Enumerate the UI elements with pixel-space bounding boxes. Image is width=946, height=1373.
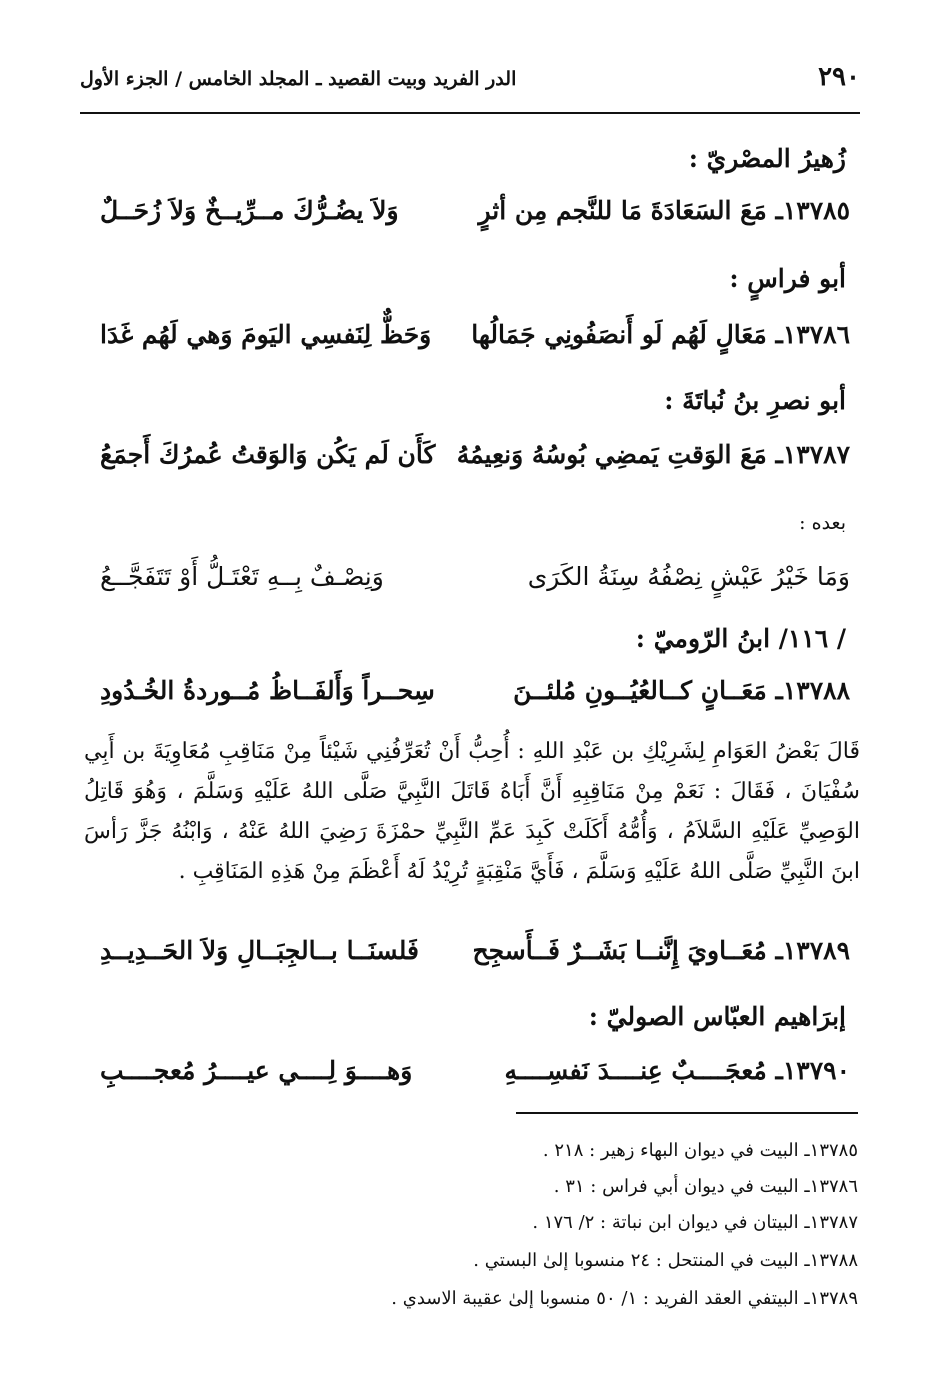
footnote: ١٣٧٨٥ـ البيت في ديوان البهاء زهير : ٢١٨ . bbox=[542, 1140, 858, 1161]
first-hemistich: ١٣٧٨٩ـ مُعَــاويَ إِنَّنــا بَشَــرٌ فَــأَسجِح bbox=[472, 936, 850, 965]
page-number: ٢٩٠ bbox=[818, 62, 860, 92]
second-hemistich: وَنِصْـفٌ بِــهِ تَعْتَـلُّ أَوْ تَتَفَجَّــعُ bbox=[100, 562, 384, 591]
verse-number: ١٣٧٨٥ bbox=[782, 196, 850, 225]
first-hemistich: ١٣٧٩٠ـ مُعجَــــبٌ عِنــــدَ نَفسِــــهِ bbox=[504, 1056, 850, 1085]
verse-13786 bbox=[100, 320, 850, 364]
second-hemistich: وَهــــوَ لِــــي عيــــرُ مُعجــــبِ bbox=[100, 1056, 413, 1085]
verse-13789 bbox=[100, 936, 850, 980]
second-hemistich: سِحــراً وَأَلفَــاظُ مُــوردةُ الخُـدُودِ bbox=[100, 676, 435, 705]
poet-name: زُهيرُ المصْريّ : bbox=[688, 144, 846, 173]
poet-name: إبرَاهيم العبّاس الصوليّ : bbox=[588, 1002, 846, 1031]
footnote: ١٣٧٨٦ـ البيت في ديوان أبي فراس : ٣١ . bbox=[553, 1176, 858, 1197]
second-hemistich: وَلاَ يضُـرُّكَ مــرِّيــخٌ وَلاَ زُحَــلٌ bbox=[100, 196, 399, 225]
verse-number: ١٣٧٩٠ bbox=[782, 1056, 850, 1085]
poet-name: أبو فراسٍ : bbox=[729, 264, 846, 293]
header-rule bbox=[80, 112, 860, 114]
first-hemistich: وَمَا خَيْرُ عَيْشٍ نِصْفُهُ سِنَةُ الكَرَى bbox=[527, 562, 850, 591]
verse-number: ١٣٧٨٦ bbox=[782, 320, 850, 349]
footnote-rule bbox=[516, 1112, 858, 1114]
page-header bbox=[80, 62, 860, 102]
first-hemistich: ١٣٧٨٥ـ مَعَ السَعَادَةَ مَا للنَّجم مِن أثرٍ bbox=[478, 196, 850, 225]
second-hemistich: فَلسنَــا بــالجِبَــالِ وَلاَ الحَــدِيــدِ bbox=[100, 936, 419, 965]
second-hemistich: كَأَن لَم يَكُن وَالوَقتُ عُمرُكَ أَجمَعُ bbox=[100, 440, 436, 469]
verse-number: ١٣٧٨٧ bbox=[782, 440, 850, 469]
prose-paragraph: قَالَ بَعْضُ العَوَامِ لِشَرِيْكِ بن عَبْدِ اللهِ : أُحِبُّ أَنْ تُعَرِّفُنِي شَيْئاً مِنْ مَنَاقِبِ مُعَاوِيَةَ بن أَبِي سُفْيَانَ ، فَقَالَ : نَعَمْ مِنْ مَنَاقِبِهِ أَنَّ أَبَاهُ قَاتَلَ النَّبِيَّ صَلَّى اللهُ عَلَيْهِ وَسَلَّمَ ، وَهُوَ قَاتِلُ الوَصِيِّ عَلَيْهِ السَّلاَمُ ، وَأُمُّهُ أَكَلَتْ كَبِدَ عَمِّ النَّبِيِّ حمْزَةَ رَضِيَ اللهُ عَنْهُ ، وَابْنُهُ جَزَّ رَأسَ ابنَ النَّبِيِّ صَلَّى اللهُ عَلَيْهِ وَسَلَّمَ ، فَأَيَّ مَنْقِبَةٍ تُرِيْدُ لَهُ أَعْظَمَ مِنْ هَذِهِ المَنَاقِبِ . bbox=[84, 739, 860, 884]
verse-number: ١٣٧٨٩ bbox=[782, 936, 850, 965]
verse-13790 bbox=[100, 1056, 850, 1100]
first-hemistich: ١٣٧٨٧ـ مَعَ الوَقتِ يَمضِي بُوسُهُ وَنعِيمُهُ bbox=[456, 440, 850, 469]
first-hemistich: ١٣٧٨٨ـ مَعَــانٍ كــالعُيُــونِ مُلئــنَ bbox=[513, 676, 850, 705]
footnote: ١٣٧٨٨ـ البيت في المنتحل : ٢٤ منسوبا إلىٰ البستي . bbox=[473, 1250, 858, 1271]
footnote: ١٣٧٨٧ـ البيتان في ديوان ابن نباتة : ٢/ ١٧٦ . bbox=[532, 1212, 858, 1233]
footnote: ١٣٧٨٩ـ البيتفي العقد الفريد : ١/ ٥٠ منسوبا إلىٰ عقيبة الاسدي . bbox=[391, 1288, 858, 1309]
poet-name: / ١١٦/ ابنُ الرّوميّ : bbox=[635, 624, 846, 653]
verse-13785 bbox=[100, 196, 850, 240]
second-hemistich: وَحَظٌّ لِنَفسِي اليَومَ وَهي لَهُم غَدَا bbox=[100, 320, 432, 349]
poet-name: أبو نصرِ بنُ نُباتَةَ : bbox=[664, 386, 846, 415]
verse-13788 bbox=[100, 676, 850, 720]
verse-13787 bbox=[100, 440, 850, 484]
running-title: الدر الفريد وبيت القصيد ـ المجلد الخامس / الجزء الأول bbox=[80, 68, 517, 90]
first-hemistich: ١٣٧٨٦ـ مَعَالٍ لَهُم لَو أَنصَفُونِي جَمَالُها bbox=[471, 320, 850, 349]
after-label: بعده : bbox=[799, 512, 846, 534]
verse-number: ١٣٧٨٨ bbox=[782, 676, 850, 705]
verse-continuation bbox=[100, 562, 850, 606]
